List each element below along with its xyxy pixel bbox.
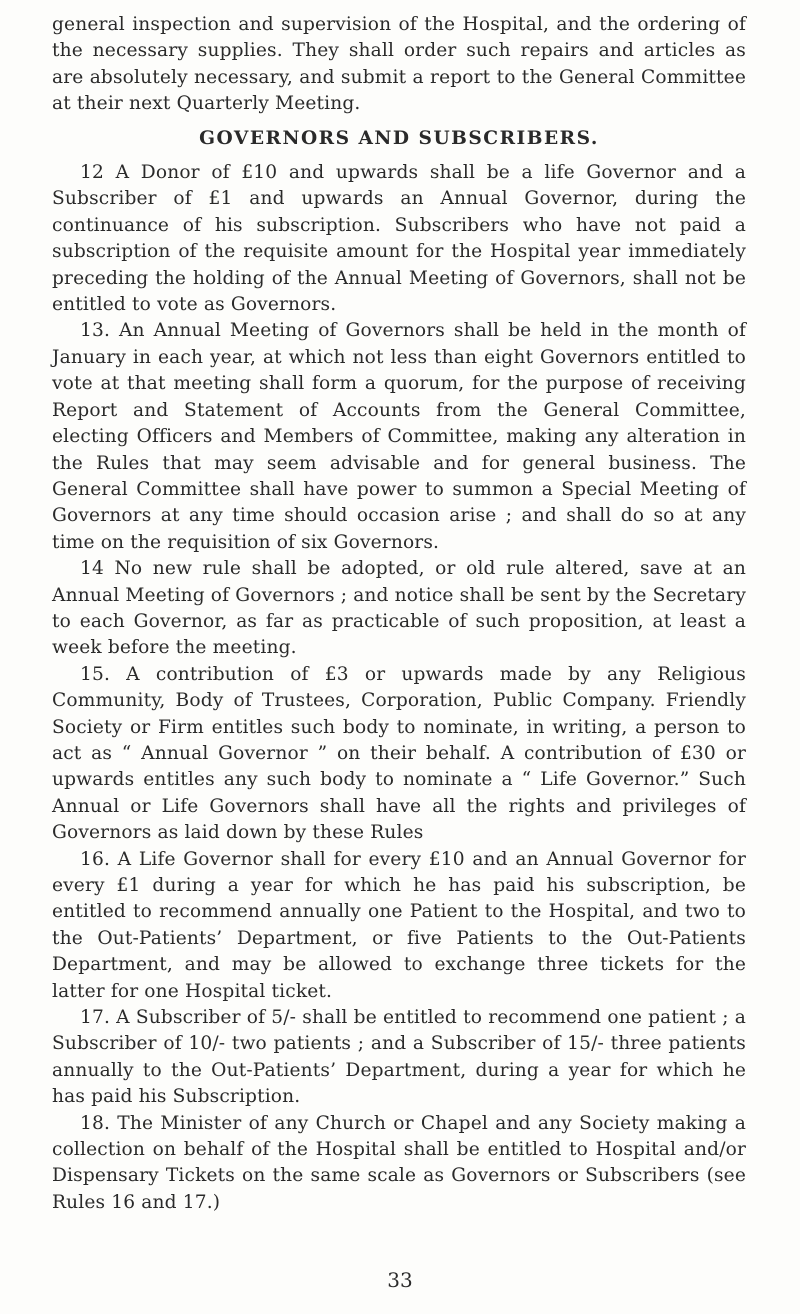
rule-15: 15. A contribution of £3 or upwards made by any Religious Community, Body of Trustees, Corporation, Public Company. Friendly Society or Firm entitles such body to nominate, in writing, a person to act as “ Annual Governor ” on their behalf. A contribution of £30 or upwards entitles any such body to nominate a “ Life Governor.” Such Annual or Life Governors shall have all the rights and privileges of Governors as laid down by these Rules	[52, 663, 746, 844]
page-number: 33	[387, 1268, 413, 1292]
rule-12: 12 A Donor of £10 and upwards shall be a life Governor and a Subscriber of £1 and upwards an Annual Governor, during the continuance of his subscription. Subscribers who have not paid a subscription of the requisite amount for the Hospital year immediately preceding the holding of the Annual Meeting of Governors, shall not be entitled to vote as Governors.	[52, 162, 746, 316]
rule-17: 17. A Subscriber of 5/- shall be entitled to recommend one patient ; a Subscriber of 10/- two patients ; and a Subscriber of 15/- three patients annually to the Out-Patients’ Department, during a year for which he has paid his Subscription.	[52, 1007, 746, 1108]
rule-14: 14 No new rule shall be adopted, or old rule altered, save at an Annual Meeting of Governors ; and notice shall be sent by the Secretary to each Governor, as far as practicable of such proposition, at least a week before the meeting.	[52, 558, 746, 659]
section-heading: GOVERNORS AND SUBSCRIBERS.	[199, 127, 599, 149]
rule-13: 13. An Annual Meeting of Governors shall be held in the month of January in each year, at which not less than eight Governors entitled to vote at that meeting shall form a quorum, for the purpose of receiving Report and Statement of Accounts from the General Committee, electing Officers and Members of Committee, making any alteration in the Rules that may seem advisable and for general business. The General Committee shall have power to summon a Special Meeting of Governors at any time should occasion arise ; and shall do so at any time on the requisition of six Governors.	[52, 320, 746, 553]
rule-18: 18. The Minister of any Church or Chapel and any Society making a collection on behalf of the Hospital shall be entitled to Hospital and/or Dispensary Tickets on the same scale as Governors or Subscribers (see Rules 16 and 17.)	[52, 1112, 746, 1213]
document-body	[52, 12, 746, 1216]
intro-paragraph: general inspection and supervision of the Hospital, and the ordering of the necessary supplies. They shall order such repairs and articles as are absolutely necessary, and submit a report to the General Committee at their next Quarterly Meeting.	[52, 14, 746, 115]
rule-16: 16. A Life Governor shall for every £10 and an Annual Governor for every £1 during a year for which he has paid his subscription, be entitled to recommend annually one Patient to the Hospital, and two to the Out-Patients’ Department, or five Patients to the Out-Patients Department, and may be allowed to exchange three tickets for the latter for one Hospital ticket.	[52, 848, 746, 1002]
